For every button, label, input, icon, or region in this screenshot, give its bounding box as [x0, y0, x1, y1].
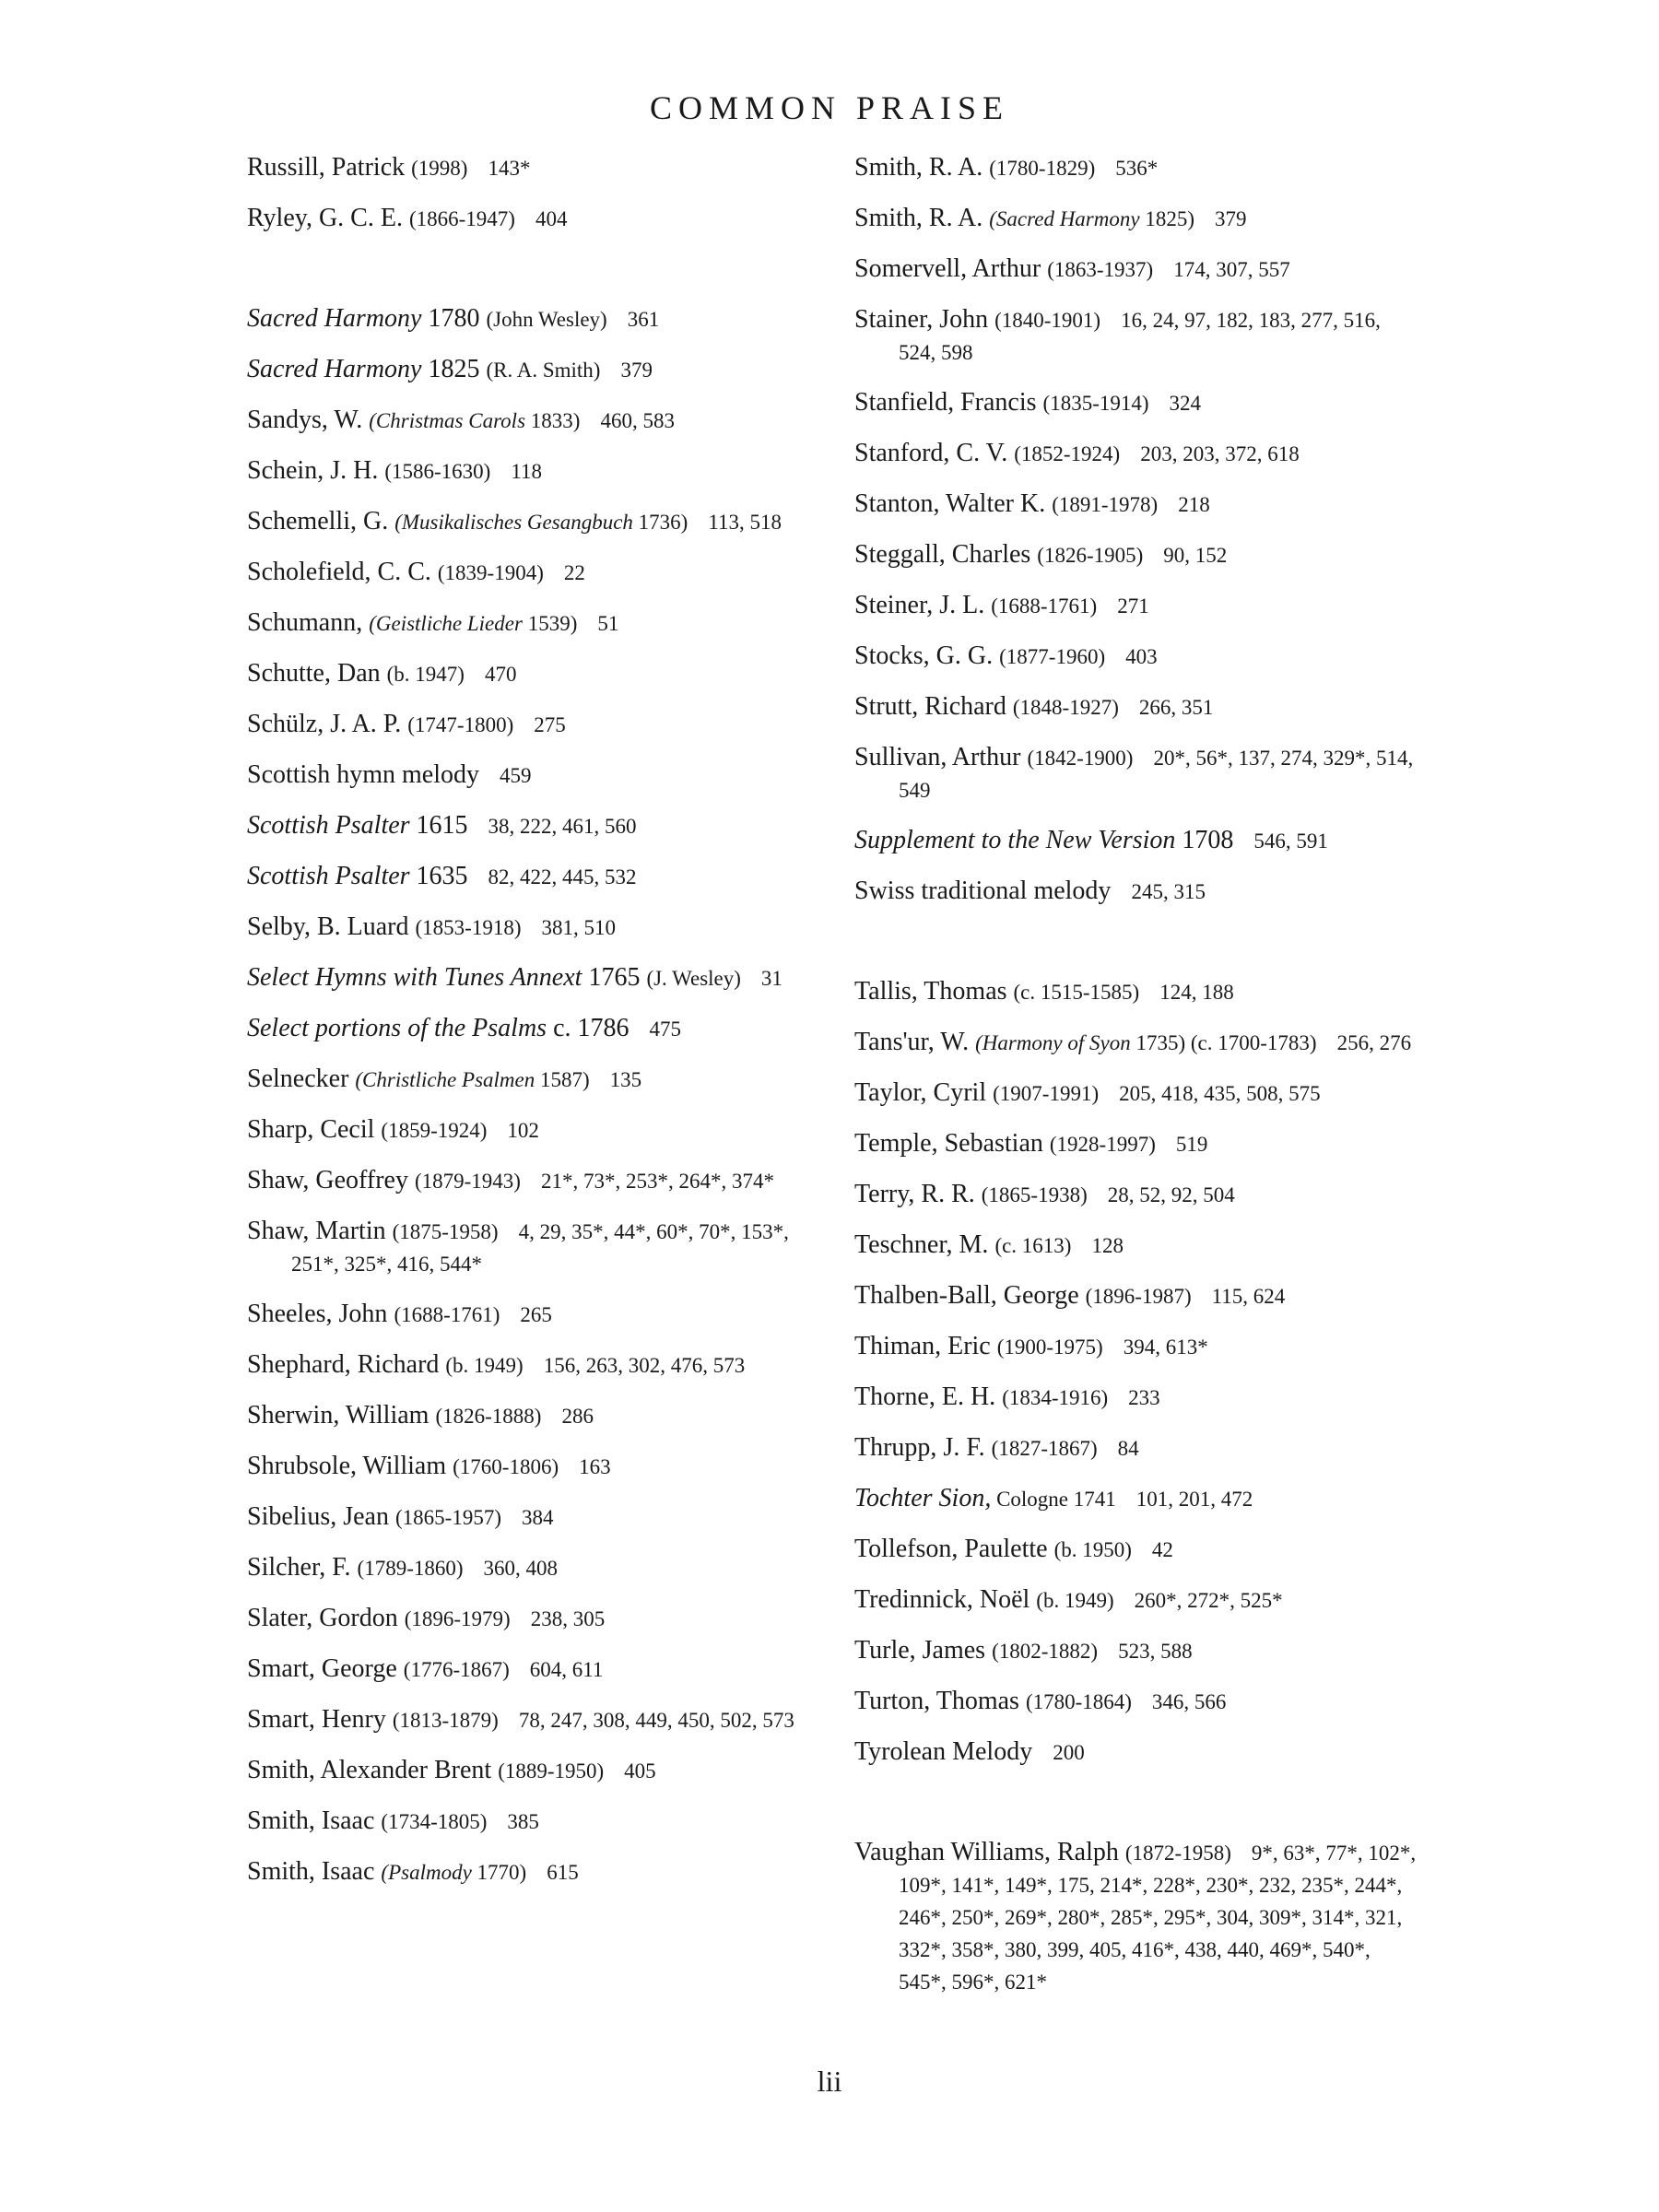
index-entry [247, 1451, 837, 1483]
entry-pages: 28, 52, 92, 504 [1107, 1183, 1235, 1206]
entry-pages: 245, 315 [1131, 880, 1206, 903]
index-entry [247, 810, 837, 842]
entry-dates: (1734-1805) [381, 1810, 488, 1833]
entry-dates: (1872-1958) [1124, 1841, 1231, 1865]
index-entry [247, 709, 837, 741]
index-entry [854, 976, 1417, 1008]
entry-name: Smith, R. A. [854, 153, 983, 182]
entry-pages: 22 [563, 561, 585, 584]
entry-pages: 78, 247, 308, 449, 450, 502, 573 [518, 1709, 794, 1732]
entry-pages: 475 [649, 1018, 682, 1041]
entry-pages: 156, 263, 302, 476, 573 [543, 1354, 746, 1377]
entry-dates: (1826-1888) [435, 1405, 542, 1428]
entry-text: Schemelli, G. [247, 507, 395, 535]
entry-dates: (1877-1960) [999, 645, 1106, 668]
entry-pages: 346, 566 [1151, 1690, 1227, 1713]
entry-pages: 286 [561, 1405, 594, 1428]
index-entry [854, 1179, 1417, 1211]
entry-pages: 21*, 73*, 253*, 264*, 374* [540, 1170, 774, 1193]
entry-name: Sullivan, Arthur [854, 743, 1021, 771]
index-entry [247, 557, 837, 589]
entry-dates: (1827-1867) [991, 1437, 1098, 1460]
section-gap [247, 253, 837, 303]
entry-dates: (1840-1901) [994, 309, 1101, 332]
entry-text: 1539) [522, 612, 578, 635]
index-entry [854, 590, 1417, 622]
index-entry [247, 1704, 837, 1736]
entry-pages: 523, 588 [1118, 1640, 1193, 1663]
entry-text: 1587) [535, 1068, 590, 1091]
entry-name: Schutte, Dan [247, 659, 381, 688]
entry-text: Tochter Sion, [854, 1484, 992, 1512]
entry-dates: (1688-1761) [394, 1303, 500, 1326]
entry-name: Silcher, F. [247, 1553, 351, 1582]
index-entry [854, 641, 1417, 673]
entry-name: Stanford, C. V. [854, 439, 1008, 467]
entry-text: Smith, R. A. [854, 204, 990, 232]
entry-dates: (1998) [411, 157, 468, 180]
entry-name: Shaw, Martin [247, 1217, 386, 1245]
entry-name: Stocks, G. G. [854, 641, 994, 670]
entry-pages: 203, 203, 372, 618 [1140, 442, 1300, 465]
index-entry [854, 1331, 1417, 1363]
entry-name: Steggall, Charles [854, 540, 1031, 569]
index-entry [854, 1230, 1417, 1262]
entry-pages: 16, 24, 97, 182, 183, 277, 516, 524, 598 [899, 309, 1381, 364]
entry-text: 1708 [1175, 826, 1234, 854]
entry-name: Sharp, Cecil [247, 1115, 375, 1144]
index-entry [247, 607, 837, 640]
entry-name: Tredinnick, Noël [854, 1585, 1030, 1614]
entry-pages: 31 [760, 967, 782, 990]
entry-dates: (1891-1978) [1052, 493, 1159, 516]
entry-pages: 82, 422, 445, 532 [488, 865, 637, 888]
entry-dates: (1789-1860) [357, 1557, 464, 1580]
entry-text: 1615 [409, 811, 468, 840]
entry-dates: (1865-1938) [981, 1183, 1088, 1206]
entry-dates: (1866-1947) [408, 207, 515, 230]
entry-pages: 238, 305 [530, 1607, 606, 1630]
entry-text: 1833) [525, 409, 581, 432]
entry-pages: 84 [1117, 1437, 1139, 1460]
entry-dates: (1900-1975) [996, 1335, 1103, 1359]
entry-pages: 385 [507, 1810, 539, 1833]
entry-text: Tans'ur, W. [854, 1028, 976, 1056]
entry-dates: (1842-1900) [1027, 747, 1134, 770]
entry-dates: (1839-1904) [437, 561, 544, 584]
entry-dates: (b. 1950) [1053, 1538, 1132, 1561]
index-entry [854, 1027, 1417, 1059]
entry-dates: (1834-1916) [1002, 1386, 1109, 1409]
entry-pages: 4, 29, 35*, 44*, 60*, 70*, 153*, 251*, 325*, 416, 544* [291, 1220, 789, 1276]
entry-dates: (1859-1924) [381, 1119, 488, 1142]
entry-name: Stanfield, Francis [854, 388, 1037, 417]
entry-name: Sibelius, Jean [247, 1502, 389, 1531]
index-entry [247, 203, 837, 235]
index-entry [247, 1755, 837, 1787]
entry-pages: 233 [1128, 1386, 1160, 1409]
index-entry [854, 304, 1417, 369]
entry-pages: 42 [1151, 1538, 1173, 1561]
entry-dates: (b. 1949) [445, 1354, 524, 1377]
section-gap [854, 926, 1417, 976]
index-entry [854, 1534, 1417, 1566]
entry-text: 1735) (c. 1700-1783) [1130, 1031, 1317, 1054]
entry-pages: 265 [520, 1303, 552, 1326]
index-entry [854, 488, 1417, 521]
entry-name: Terry, R. R. [854, 1180, 975, 1208]
entry-text: 1765 [582, 963, 647, 992]
entry-pages: 361 [627, 308, 660, 331]
entry-pages: 615 [547, 1861, 579, 1884]
entry-dates: (1826-1905) [1037, 544, 1144, 567]
entry-text: (Musikalisches Gesangbuch [394, 511, 633, 534]
index-entry [247, 1806, 837, 1838]
entry-pages: 218 [1178, 493, 1210, 516]
entry-name: Sheeles, John [247, 1300, 388, 1328]
entry-dates: (1747-1800) [407, 713, 514, 736]
entry-text: Schumann, [247, 608, 370, 637]
index-entry [247, 1400, 837, 1432]
entry-name: Russill, Patrick [247, 153, 406, 182]
entry-name: Turton, Thomas [854, 1687, 1019, 1715]
index-entry [247, 1114, 837, 1147]
index-entry [247, 1603, 837, 1635]
entry-name: Taylor, Cyril [854, 1078, 987, 1107]
index-entry [854, 1584, 1417, 1617]
entry-dates: (1865-1957) [395, 1506, 501, 1529]
entry-text: Sandys, W. [247, 406, 370, 434]
entry-pages: 113, 518 [708, 511, 782, 534]
entry-pages: 403 [1125, 645, 1158, 668]
entry-name: Strutt, Richard [854, 692, 1006, 721]
entry-dates: (1853-1918) [415, 916, 522, 939]
entry-pages: 324 [1169, 392, 1202, 415]
entry-name: Thorne, E. H. [854, 1382, 996, 1411]
index-entry [247, 152, 837, 184]
entry-pages: 118 [511, 460, 542, 483]
entry-pages: 405 [624, 1759, 656, 1783]
entry-text: 1825) [1139, 207, 1194, 230]
entry-pages: 38, 222, 461, 560 [488, 815, 637, 838]
entry-dates: (1879-1943) [414, 1170, 521, 1193]
entry-pages: 200 [1053, 1741, 1085, 1764]
entry-pages: 20*, 56*, 137, 274, 329*, 514, 549 [899, 747, 1414, 802]
entry-name: Scottish hymn melody [247, 760, 479, 789]
entry-pages: 459 [500, 764, 532, 787]
index-entry [247, 405, 837, 437]
index-entry [247, 1216, 837, 1280]
entry-text: Cologne 1741 [991, 1488, 1116, 1511]
index-entry [247, 506, 837, 538]
entry-pages: 384 [521, 1506, 554, 1529]
index-entry [854, 438, 1417, 470]
entry-pages: 519 [1175, 1133, 1208, 1156]
index-entry [247, 354, 837, 386]
index-entry [854, 1077, 1417, 1110]
entry-dates: (c. 1515-1585) [1013, 981, 1140, 1004]
entry-text: 1770) [471, 1861, 527, 1884]
entry-text: Selnecker [247, 1065, 356, 1093]
entry-dates: (1896-1987) [1085, 1285, 1192, 1308]
entry-name: Slater, Gordon [247, 1604, 398, 1632]
entry-text: Scottish Psalter [247, 811, 410, 840]
index-entry [854, 1432, 1417, 1465]
entry-text: Scottish Psalter [247, 862, 410, 890]
entry-dates: (1813-1879) [392, 1709, 499, 1732]
entry-pages: 379 [1215, 207, 1247, 230]
entry-pages: 275 [534, 713, 566, 736]
index-entry [247, 1653, 837, 1686]
entry-text: Smith, Isaac [247, 1857, 382, 1886]
entry-dates: (1802-1882) [992, 1640, 1099, 1663]
entry-dates: (1875-1958) [392, 1220, 499, 1243]
index-entry [854, 691, 1417, 724]
entry-name: Thrupp, J. F. [854, 1433, 985, 1462]
entry-dates: (1852-1924) [1014, 442, 1121, 465]
entry-dates: (1780-1829) [989, 157, 1096, 180]
index-entry [854, 539, 1417, 571]
index-entry [854, 1280, 1417, 1312]
entry-text: (R. A. Smith) [486, 359, 601, 382]
entry-pages: 205, 418, 435, 508, 575 [1119, 1082, 1321, 1105]
index-entry [247, 1165, 837, 1197]
entry-pages: 379 [620, 359, 653, 382]
index-entry [247, 1349, 837, 1382]
entry-dates: (1848-1927) [1012, 696, 1119, 719]
index-column-left [247, 152, 837, 1907]
entry-name: Teschner, M. [854, 1230, 989, 1259]
entry-text: c. 1786 [547, 1014, 629, 1042]
entry-dates: (1928-1997) [1049, 1133, 1156, 1156]
entry-name: Shrubsole, William [247, 1452, 447, 1480]
entry-dates: (c. 1613) [994, 1234, 1072, 1257]
entry-name: Schülz, J. A. P. [247, 710, 402, 738]
entry-dates: (1760-1806) [453, 1455, 559, 1478]
entry-dates: (1835-1914) [1042, 392, 1149, 415]
entry-name: Stainer, John [854, 305, 989, 334]
entry-text: (Christliche Psalmen [355, 1068, 535, 1091]
entry-name: Smith, Alexander Brent [247, 1756, 492, 1784]
index-entry [854, 1483, 1417, 1515]
index-entry [247, 912, 837, 944]
entry-name: Steiner, J. L. [854, 591, 985, 619]
entry-text: Sacred Harmony [247, 355, 422, 383]
entry-text: (Harmony of Syon [975, 1031, 1131, 1054]
index-entry [854, 1837, 1417, 1998]
index-entry [247, 1501, 837, 1534]
index-entry [854, 1128, 1417, 1160]
entry-text: Select Hymns with Tunes Annext [247, 963, 582, 992]
index-entry [854, 387, 1417, 419]
entry-text: Sacred Harmony [247, 304, 422, 333]
index-entry [247, 1013, 837, 1045]
index-entry [854, 1382, 1417, 1414]
entry-name: Schein, J. H. [247, 456, 379, 485]
entry-pages: 394, 613* [1123, 1335, 1208, 1359]
page-number: lii [817, 2065, 842, 2098]
entry-pages: 51 [597, 612, 619, 635]
entry-pages: 266, 351 [1138, 696, 1214, 719]
entry-text: Supplement to the New Version [854, 826, 1176, 854]
index-entry [854, 152, 1417, 184]
entry-pages: 546, 591 [1253, 830, 1328, 853]
section-gap [854, 1787, 1417, 1837]
entry-name: Smith, Isaac [247, 1806, 375, 1835]
entry-name: Somervell, Arthur [854, 254, 1041, 283]
entry-name: Shephard, Richard [247, 1350, 440, 1379]
entry-name: Stanton, Walter K. [854, 489, 1046, 518]
index-entry [854, 1686, 1417, 1718]
entry-pages: 124, 188 [1159, 981, 1234, 1004]
index-entry [247, 1552, 837, 1584]
index-entry [854, 742, 1417, 806]
index-entry [854, 825, 1417, 857]
index-entry [854, 1736, 1417, 1769]
entry-text: (J. Wesley) [646, 967, 741, 990]
entry-text: (Christmas Carols [369, 409, 526, 432]
index-entry [247, 303, 837, 335]
index-entry [247, 455, 837, 488]
index-entry [854, 203, 1417, 235]
entry-dates: (b. 1947) [386, 663, 465, 686]
entry-pages: 536* [1115, 157, 1159, 180]
entry-pages: 404 [535, 207, 568, 230]
index-column-right [854, 152, 1417, 2017]
entry-pages: 174, 307, 557 [1173, 258, 1290, 281]
entry-name: Thiman, Eric [854, 1332, 991, 1360]
index-entry [247, 658, 837, 690]
entry-dates: (1896-1979) [404, 1607, 511, 1630]
entry-text: 1635 [409, 862, 468, 890]
entry-pages: 135 [609, 1068, 642, 1091]
entry-text: (Sacred Harmony [989, 207, 1140, 230]
entry-name: Tallis, Thomas [854, 977, 1007, 1006]
entry-pages: 470 [484, 663, 517, 686]
entry-pages: 260*, 272*, 525* [1134, 1589, 1283, 1612]
index-entry [247, 1064, 837, 1096]
entry-name: Thalben-Ball, George [854, 1281, 1079, 1310]
entry-pages: 271 [1117, 594, 1149, 618]
index-entry [247, 759, 837, 792]
entry-name: Tyrolean Melody [854, 1737, 1033, 1766]
entry-name: Scholefield, C. C. [247, 558, 431, 586]
entry-dates: (1586-1630) [384, 460, 491, 483]
entry-dates: (1688-1761) [991, 594, 1098, 618]
index-entry [854, 876, 1417, 908]
entry-text: 1825 [421, 355, 487, 383]
entry-pages: 90, 152 [1163, 544, 1228, 567]
entry-name: Sherwin, William [247, 1401, 429, 1430]
index-entry [854, 253, 1417, 286]
entry-name: Vaughan Williams, Ralph [854, 1838, 1119, 1866]
index-entry [247, 962, 837, 994]
entry-dates: (1889-1950) [498, 1759, 605, 1783]
entry-dates: (1863-1937) [1047, 258, 1154, 281]
entry-pages: 115, 624 [1211, 1285, 1286, 1308]
entry-name: Selby, B. Luard [247, 912, 409, 941]
entry-pages: 128 [1091, 1234, 1124, 1257]
entry-pages: 460, 583 [600, 409, 675, 432]
entry-dates: (1907-1991) [993, 1082, 1100, 1105]
entry-pages: 381, 510 [541, 916, 616, 939]
entry-pages: 360, 408 [483, 1557, 559, 1580]
entry-text: (Geistliche Lieder [369, 612, 523, 635]
entry-pages: 143* [488, 157, 531, 180]
entry-pages: 163 [579, 1455, 611, 1478]
entry-name: Turle, James [854, 1636, 986, 1665]
entry-text: (John Wesley) [486, 308, 607, 331]
entry-name: Tollefson, Paulette [854, 1535, 1048, 1563]
entry-text: (Psalmody [381, 1861, 472, 1884]
entry-dates: (b. 1949) [1036, 1589, 1114, 1612]
entry-pages: 102 [507, 1119, 539, 1142]
entry-dates: (1776-1867) [403, 1658, 510, 1681]
entry-name: Swiss traditional melody [854, 877, 1112, 905]
entry-text: Select portions of the Psalms [247, 1014, 547, 1042]
entry-text: 1736) [632, 511, 688, 534]
index-entry [247, 1856, 837, 1888]
entry-name: Temple, Sebastian [854, 1129, 1043, 1158]
index-entry [247, 1299, 837, 1331]
entry-dates: (1780-1864) [1025, 1690, 1132, 1713]
page-header: COMMON PRAISE [649, 89, 1010, 126]
entry-name: Ryley, G. C. E. [247, 204, 403, 232]
entry-pages: 9*, 63*, 77*, 102*, 109*, 141*, 149*, 175, 214*, 228*, 230*, 232, 235*, 244*, 246*, 250*, 269*, 280*, 285*, 295*, 304, 309*, 314*, 321, 332*, 358*, 380, 399, 405, 416*, 438, 440, 469*, 540*, 545*, 596*, 621* [899, 1841, 1417, 1994]
entry-name: Smart, George [247, 1654, 397, 1683]
entry-pages: 256, 276 [1336, 1031, 1412, 1054]
entry-pages: 101, 201, 472 [1135, 1488, 1253, 1511]
index-entry [854, 1635, 1417, 1667]
entry-text: 1780 [421, 304, 487, 333]
entry-name: Smart, Henry [247, 1705, 386, 1734]
index-entry [247, 861, 837, 893]
entry-pages: 604, 611 [529, 1658, 604, 1681]
entry-name: Shaw, Geoffrey [247, 1166, 408, 1194]
